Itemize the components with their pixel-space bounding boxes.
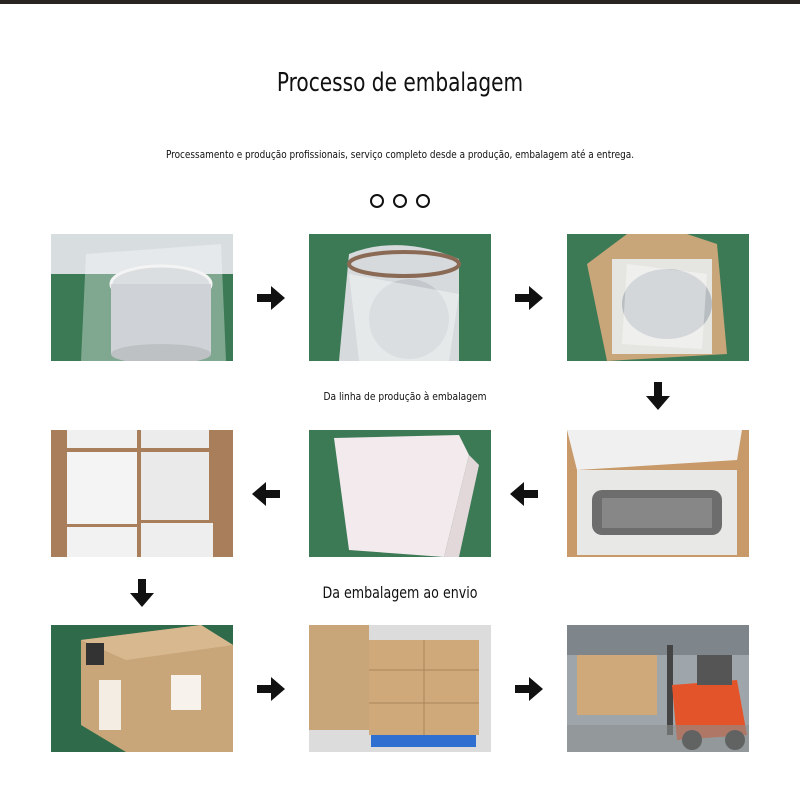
top-bar <box>0 0 800 4</box>
box-with-long-part-photo <box>567 430 749 557</box>
row1-caption: Da linha de produção à embalagem <box>323 390 487 403</box>
bagged-parts-photo <box>309 234 491 361</box>
wrapped-cylinder-photo <box>51 234 233 361</box>
arrow-down-icon <box>641 379 675 413</box>
forklift-warehouse-photo <box>567 625 749 752</box>
box-with-parts-photo <box>567 234 749 361</box>
stacked-white-boxes-photo <box>51 430 233 557</box>
arrow-down-icon <box>125 576 159 610</box>
carton-box-photo <box>51 625 233 752</box>
page-title: Processo de embalagem <box>276 68 524 98</box>
arrow-right-icon <box>512 672 546 706</box>
arrow-left-icon <box>249 477 283 511</box>
pallet-of-cartons-photo <box>309 625 491 752</box>
dot-icon <box>370 194 384 208</box>
page-subtitle: Processamento e produção profissionais, serviço completo desde a produção, embalagem até a entrega. <box>165 148 635 161</box>
sealed-white-box-photo <box>309 430 491 557</box>
dot-icon <box>416 194 430 208</box>
arrow-left-icon <box>507 477 541 511</box>
decorative-dots <box>370 194 430 208</box>
row3-caption: Da embalagem ao envio <box>322 583 478 602</box>
arrow-right-icon <box>254 672 288 706</box>
dot-icon <box>393 194 407 208</box>
arrow-right-icon <box>254 281 288 315</box>
arrow-right-icon <box>512 281 546 315</box>
